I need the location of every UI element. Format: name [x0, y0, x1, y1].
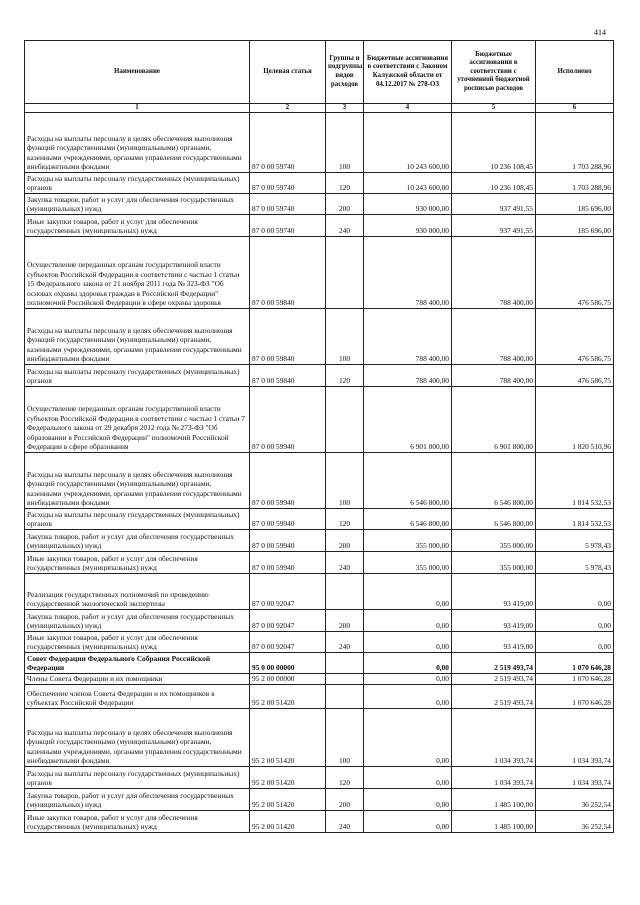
cell-law: 6 901 800,00	[364, 387, 452, 453]
cell-revised: 2 519 493,74	[452, 685, 536, 709]
cell-group	[326, 237, 364, 309]
cell-name: Иные закупки товаров, работ и услуг для обеспечения государственных (муниципальных) нужд	[25, 811, 250, 833]
cell-group: 100	[326, 709, 364, 767]
cell-group: 240	[326, 215, 364, 237]
cell-name: Совет Федерации Федерального Собрания Российской Федерации	[25, 653, 250, 674]
cell-group: 120	[326, 767, 364, 789]
cell-name: Расходы на выплаты персоналу в целях обеспечения выполнения функций государственными (муниципальными) органами, казенными учреждениями, органами управления государственными внебюджетными фондами	[25, 309, 250, 365]
cell-revised: 10 236 108,45	[452, 173, 536, 194]
cell-code: 87 0 00 59840	[250, 237, 326, 309]
cell-revised: 2 519 493,74	[452, 653, 536, 674]
cell-law: 0,00	[364, 653, 452, 674]
cell-code: 87 0 00 59940	[250, 552, 326, 574]
cell-code: 87 0 00 92047	[250, 574, 326, 610]
cell-revised: 788 400,00	[452, 309, 536, 365]
column-number: 1	[25, 104, 250, 113]
cell-group	[326, 674, 364, 685]
cell-revised: 937 491,55	[452, 215, 536, 237]
table-row	[25, 789, 614, 811]
table-row	[25, 674, 614, 685]
cell-law: 0,00	[364, 811, 452, 833]
cell-group: 200	[326, 610, 364, 632]
cell-name: Обеспечение членов Совета Федерации и их помощников в субъектах Российской Федерации	[25, 685, 250, 709]
cell-law: 0,00	[364, 632, 452, 653]
cell-executed: 0,00	[536, 574, 614, 610]
cell-group: 200	[326, 789, 364, 811]
header-group: Группы и подгруппы видов расходов	[326, 41, 364, 104]
cell-law: 930 000,00	[364, 215, 452, 237]
cell-revised: 93 419,00	[452, 610, 536, 632]
table-row	[25, 365, 614, 387]
table-row	[25, 610, 614, 632]
table-row	[25, 811, 614, 833]
cell-law: 6 546 800,00	[364, 453, 452, 509]
budget-table	[24, 40, 614, 833]
cell-executed: 1 070 646,28	[536, 674, 614, 685]
table-body	[25, 113, 614, 833]
cell-law: 0,00	[364, 674, 452, 685]
cell-revised: 1 485 100,00	[452, 789, 536, 811]
cell-group: 120	[326, 509, 364, 530]
cell-law: 0,00	[364, 789, 452, 811]
cell-revised: 1 034 393,74	[452, 709, 536, 767]
cell-revised: 937 491,55	[452, 194, 536, 215]
header-code: Целевая статья	[250, 41, 326, 104]
cell-revised: 2 519 493,74	[452, 674, 536, 685]
cell-name: Расходы на выплаты персоналу государственных (муниципальных) органов	[25, 509, 250, 530]
cell-law: 788 400,00	[364, 237, 452, 309]
cell-law: 0,00	[364, 685, 452, 709]
cell-group: 120	[326, 173, 364, 194]
cell-law: 0,00	[364, 709, 452, 767]
table-row	[25, 767, 614, 789]
cell-code: 95 2 00 51420	[250, 811, 326, 833]
header-revised: Бюджетные ассигнования в соответствии с уточненной бюджетной росписью расходов	[452, 41, 536, 104]
cell-name: Иные закупки товаров, работ и услуг для обеспечения государственных (муниципальных) нужд	[25, 632, 250, 653]
cell-revised: 788 400,00	[452, 365, 536, 387]
header-name: Наименование	[25, 41, 250, 104]
table-row	[25, 574, 614, 610]
cell-name: Расходы на выплаты персоналу государственных (муниципальных) органов	[25, 365, 250, 387]
table-row	[25, 113, 614, 173]
cell-code: 87 0 00 59740	[250, 215, 326, 237]
cell-group	[326, 685, 364, 709]
cell-executed: 0,00	[536, 632, 614, 653]
table-row	[25, 309, 614, 365]
cell-revised: 6 901 800,00	[452, 387, 536, 453]
cell-group: 240	[326, 632, 364, 653]
cell-executed: 1 070 646,28	[536, 653, 614, 674]
cell-code: 95 2 00 51420	[250, 789, 326, 811]
cell-code: 87 0 00 59940	[250, 530, 326, 552]
cell-code: 87 0 00 59740	[250, 173, 326, 194]
cell-group: 120	[326, 365, 364, 387]
cell-law: 0,00	[364, 610, 452, 632]
cell-executed: 476 586,75	[536, 309, 614, 365]
cell-executed: 476 586,75	[536, 365, 614, 387]
cell-name: Осуществление переданных органам государственной власти субъектов Российской Федерации в соответствии с частью 1 статьи 15 Федерального закона от 21 ноября 2011 года № 323-ФЗ "Об основах охраны здоровья граждан в Российской Федерации" полномочий Российской Федерации в сфере охраны здоровья	[25, 237, 250, 309]
cell-law: 355 000,00	[364, 530, 452, 552]
cell-group: 100	[326, 309, 364, 365]
cell-name: Закупка товаров, работ и услуг для обеспечения государственных (муниципальных) нужд	[25, 789, 250, 811]
table-row	[25, 453, 614, 509]
cell-group: 200	[326, 530, 364, 552]
cell-code: 87 0 00 92047	[250, 632, 326, 653]
column-number-row	[25, 104, 614, 113]
cell-executed: 36 252,54	[536, 789, 614, 811]
cell-group	[326, 574, 364, 610]
cell-code: 87 0 00 59740	[250, 194, 326, 215]
cell-executed: 185 696,00	[536, 215, 614, 237]
cell-name: Расходы на выплаты персоналу в целях обеспечения выполнения функций государственными (муниципальными) органами, казенными учреждениями, органами управления государственными внебюджетными фондами	[25, 709, 250, 767]
cell-code: 87 0 00 59940	[250, 453, 326, 509]
header-executed: Исполнено	[536, 41, 614, 104]
column-number: 2	[250, 104, 326, 113]
cell-law: 930 000,00	[364, 194, 452, 215]
cell-executed: 5 978,43	[536, 530, 614, 552]
cell-code: 95 2 00 51420	[250, 709, 326, 767]
cell-executed: 1 814 532,53	[536, 453, 614, 509]
cell-revised: 6 546 800,00	[452, 453, 536, 509]
cell-group: 100	[326, 453, 364, 509]
cell-code: 95 2 00 51420	[250, 685, 326, 709]
cell-name: Закупка товаров, работ и услуг для обеспечения государственных (муниципальных) нужд	[25, 530, 250, 552]
cell-name: Расходы на выплаты персоналу государственных (муниципальных) органов	[25, 173, 250, 194]
table-row	[25, 509, 614, 530]
cell-name: Закупка товаров, работ и услуг для обеспечения государственных (муниципальных) нужд	[25, 194, 250, 215]
cell-revised: 1 034 393,74	[452, 767, 536, 789]
cell-executed: 1 820 510,96	[536, 387, 614, 453]
cell-executed: 1 070 646,28	[536, 685, 614, 709]
table-row	[25, 685, 614, 709]
cell-group: 100	[326, 113, 364, 173]
cell-executed: 36 252,54	[536, 811, 614, 833]
page-number: 414	[594, 28, 606, 37]
column-number: 5	[452, 104, 536, 113]
cell-executed: 1 034 393,74	[536, 767, 614, 789]
cell-executed: 1 034 393,74	[536, 709, 614, 767]
cell-code: 95 0 00 00000	[250, 653, 326, 674]
cell-name: Осуществление переданных органам государственной власти субъектов Российской Федерации в соответствии с частью 1 статьи 7 Федерального закона от 29 декабря 2012 года № 273-ФЗ "Об образовании в Российской Федерации" полномочий Российской Федерации в сфере образования	[25, 387, 250, 453]
table-row	[25, 653, 614, 674]
cell-revised: 93 419,00	[452, 632, 536, 653]
cell-law: 788 400,00	[364, 365, 452, 387]
cell-name: Расходы на выплаты персоналу в целях обеспечения выполнения функций государственными (муниципальными) органами, казенными учреждениями, органами управления государственными внебюджетными фондами	[25, 113, 250, 173]
cell-revised: 93 419,00	[452, 574, 536, 610]
cell-name: Закупка товаров, работ и услуг для обеспечения государственных (муниципальных) нужд	[25, 610, 250, 632]
cell-executed: 1 703 288,96	[536, 173, 614, 194]
cell-law: 355 000,00	[364, 552, 452, 574]
cell-executed: 185 696,00	[536, 194, 614, 215]
cell-revised: 788 400,00	[452, 237, 536, 309]
cell-executed: 1 814 532,53	[536, 509, 614, 530]
column-number: 6	[536, 104, 614, 113]
cell-revised: 1 485 100,00	[452, 811, 536, 833]
cell-name: Иные закупки товаров, работ и услуг для обеспечения государственных (муниципальных) нужд	[25, 215, 250, 237]
cell-code: 95 2 00 00000	[250, 674, 326, 685]
cell-executed: 5 978,43	[536, 552, 614, 574]
table-row	[25, 387, 614, 453]
cell-code: 87 0 00 92047	[250, 610, 326, 632]
cell-revised: 355 000,00	[452, 530, 536, 552]
cell-code: 87 0 00 59940	[250, 509, 326, 530]
cell-group: 200	[326, 194, 364, 215]
cell-name: Расходы на выплаты персоналу государственных (муниципальных) органов	[25, 767, 250, 789]
cell-name: Реализация государственных полномочий по проведению государственной экологической экспертизы	[25, 574, 250, 610]
cell-executed: 0,00	[536, 610, 614, 632]
table-row	[25, 530, 614, 552]
column-number: 4	[364, 104, 452, 113]
cell-law: 10 243 600,00	[364, 113, 452, 173]
column-number: 3	[326, 104, 364, 113]
cell-code: 87 0 00 59840	[250, 365, 326, 387]
cell-law: 10 243 600,00	[364, 173, 452, 194]
cell-revised: 6 546 800,00	[452, 509, 536, 530]
cell-revised: 355 000,00	[452, 552, 536, 574]
table-row	[25, 173, 614, 194]
table-row	[25, 632, 614, 653]
cell-group: 240	[326, 811, 364, 833]
cell-name: Иные закупки товаров, работ и услуг для обеспечения государственных (муниципальных) нужд	[25, 552, 250, 574]
table-row	[25, 237, 614, 309]
cell-code: 87 0 00 59840	[250, 309, 326, 365]
table-row	[25, 194, 614, 215]
cell-code: 95 2 00 51420	[250, 767, 326, 789]
table-header-row	[25, 41, 614, 104]
cell-law: 6 546 800,00	[364, 509, 452, 530]
cell-law: 788 400,00	[364, 309, 452, 365]
cell-group	[326, 387, 364, 453]
cell-name: Расходы на выплаты персоналу в целях обеспечения выполнения функций государственными (муниципальными) органами, казенными учреждениями, органами управления государственными внебюджетными фондами	[25, 453, 250, 509]
cell-group: 240	[326, 552, 364, 574]
cell-name: Члены Совета Федерации и их помощники	[25, 674, 250, 685]
cell-code: 87 0 00 59740	[250, 113, 326, 173]
cell-group	[326, 653, 364, 674]
table-row	[25, 709, 614, 767]
cell-executed: 476 586,75	[536, 237, 614, 309]
table-row	[25, 552, 614, 574]
table-row	[25, 215, 614, 237]
cell-revised: 10 236 108,45	[452, 113, 536, 173]
cell-executed: 1 703 288,96	[536, 113, 614, 173]
header-law: Бюджетные ассигнования в соответствии с Законом Калужской области от 04.12.2017 № 278-ОЗ	[364, 41, 452, 104]
cell-law: 0,00	[364, 574, 452, 610]
cell-law: 0,00	[364, 767, 452, 789]
cell-code: 87 0 00 59940	[250, 387, 326, 453]
